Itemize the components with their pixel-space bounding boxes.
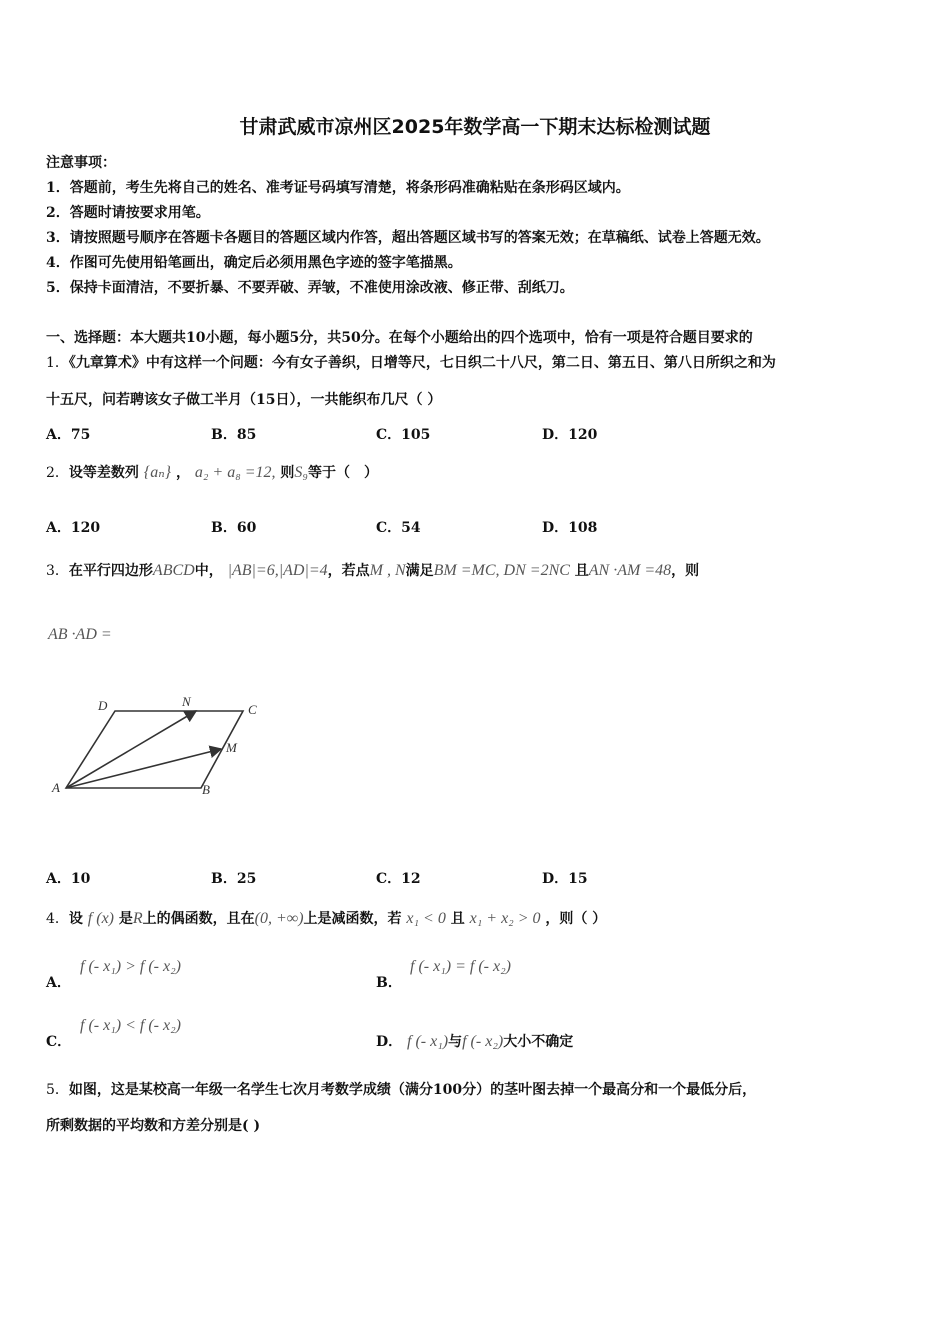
q4-option-a-label[interactable]: A． [46,975,71,991]
math-question: AB ·AD = [48,626,112,643]
note-item: 2．答题时请按要求用笔。 [46,205,210,221]
q2-option-b[interactable]: B．60 [211,520,257,536]
q2-option-c[interactable]: C．54 [376,520,421,536]
q1-option-d[interactable]: D．120 [542,427,598,443]
question-5-line1: 5．如图，这是某校高一年级一名学生七次月考数学成绩（满分100分）的茎叶图去掉一个最高分和一个最低分后， [46,1082,757,1098]
q4-option-c-label[interactable]: C． [46,1034,72,1050]
q3-option-b[interactable]: B．25 [211,871,257,887]
question-2: 2．设等差数列 {aₙ} ， a₂ + a₈ =12, 则S₉等于（ ） [46,464,378,481]
q3-option-a[interactable]: A．10 [46,871,91,887]
question-5-line2: 所剩数据的平均数和方差分别是( ) [46,1118,261,1134]
q1-option-a[interactable]: A．75 [46,427,91,443]
label-a: A [52,780,60,795]
label-m: M [226,740,237,755]
label-c: C [248,702,257,717]
question-3: 3．在平行四边形ABCD中， |AB|=6,|AD|=4，若点M , N满足BM =MC, DN =2NC 且AN ·AM =48，则 [46,562,700,579]
section-heading: 一、选择题：本大题共10小题，每小题5分，共50分。在每个小题给出的四个选项中，恰有一项是符合题目要求的 [46,330,753,346]
question-4: 4．设 f (x) 是R上的偶函数，且在(0, +∞)上是减函数，若 x₁ < 0 且 x₁ + x₂ > 0 ，则（ ） [46,910,607,927]
label-b: B [202,782,210,797]
math-lengths: |AB|=6,|AD|=4 [227,562,328,579]
notes-heading: 注意事项： [46,155,116,171]
note-item: 4．作图可先使用铅笔画出，确定后必须用黑色字迹的签字笔描黑。 [46,255,462,271]
question-1-line2: 十五尺，问若聘该女子做工半月（15日），一共能织布几尺（ ） [46,392,442,408]
q1-option-b[interactable]: B．85 [211,427,257,443]
q4-option-c-math[interactable]: f (- x₁) < f (- x₂) [80,1017,181,1034]
q4-option-b-label[interactable]: B． [376,975,402,991]
math-s9: S₉ [294,464,308,481]
parallelogram-figure [46,690,276,800]
q3-option-d[interactable]: D．15 [542,871,588,887]
question-1-line1: 1．《九章算术》中有这样一个问题：今有女子善织，日增等尺，七日织二十八尺，第二日、第五日、第八日所织之和为 [46,355,776,371]
math-dot-product: AN ·AM =48 [588,562,672,579]
q4-option-b-math[interactable]: f (- x₁) = f (- x₂) [410,958,511,975]
q2-option-d[interactable]: D．108 [542,520,598,536]
q1-option-c[interactable]: C．105 [376,427,431,443]
note-item: 3．请按照题号顺序在答题卡各题目的答题区域内作答，超出答题区域书写的答案无效；在草稿纸、试卷上答题无效。 [46,230,770,246]
label-n: N [182,694,191,709]
page-title: 甘肃武威市凉州区2025年数学高一下期末达标检测试题 [239,116,711,138]
math-condition: a₂ + a₈ =12, [194,464,276,481]
vector-an [66,711,196,788]
q3-option-c[interactable]: C．12 [376,871,421,887]
math-condition: BM =MC, DN =2NC [433,562,570,579]
label-d: D [98,698,108,713]
note-item: 1．答题前，考生先将自己的姓名、准考证号码填写清楚，将条形码准确粘贴在条形码区域内。 [46,180,630,196]
math-sequence: {aₙ} [143,464,172,481]
note-item: 5．保持卡面清洁，不要折暴、不要弄破、弄皱，不准使用涂改液、修正带、刮纸刀。 [46,280,574,296]
vector-am [66,749,221,788]
q4-option-d[interactable]: D． f (- x₁)与f (- x₂)大小不确定 [376,1033,574,1050]
q2-option-a[interactable]: A．120 [46,520,101,536]
q4-option-a-math[interactable]: f (- x₁) > f (- x₂) [80,958,181,975]
